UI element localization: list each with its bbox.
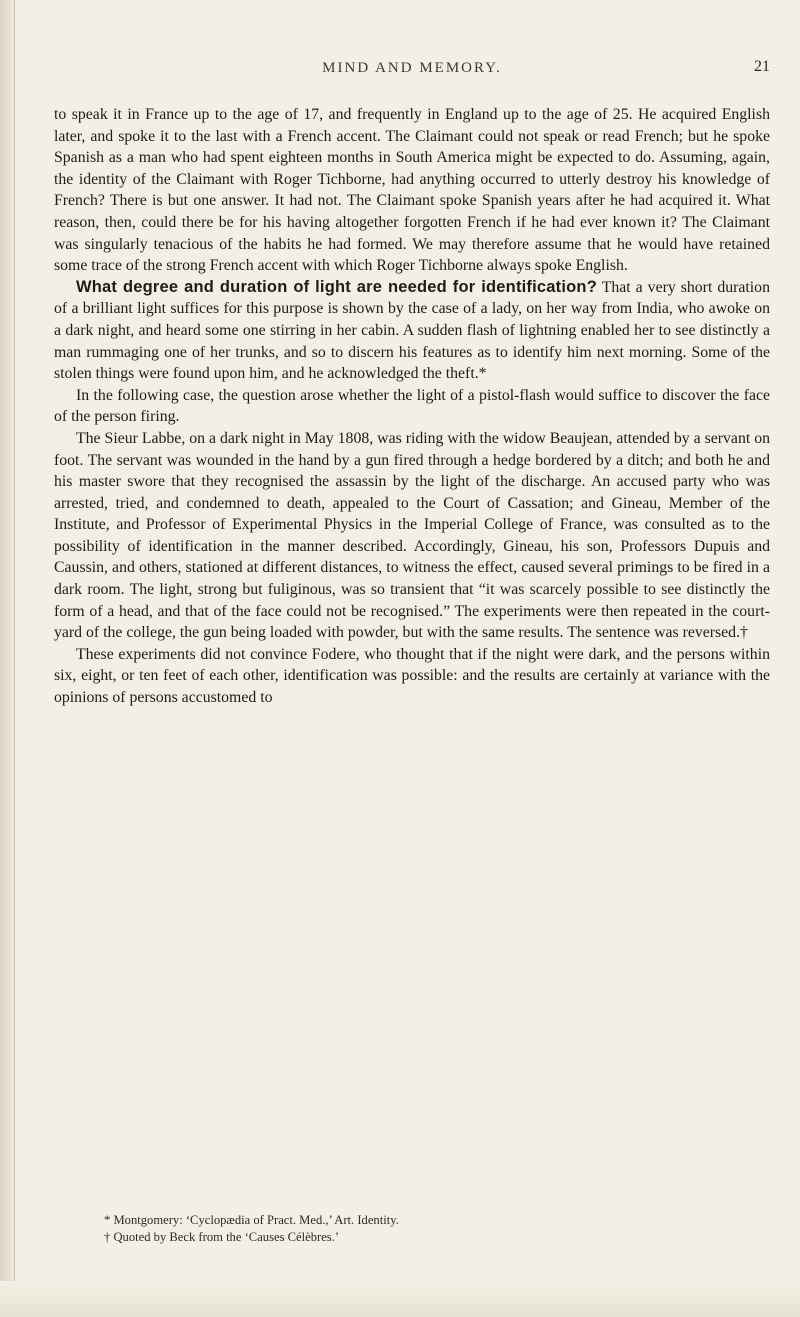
body-text	[54, 104, 770, 709]
section-heading: What degree and duration of light are needed for identification?	[76, 277, 597, 296]
paragraph-2-text: That a very short duration of a brilliant light suffices for this purpose is shown by the case of a lady, on her way from India, who awoke on a dark night, and heard some one stirring in her cabin. A sudden flash of lightning enabled her to see distinctly a man rummaging one of her trunks, and so to discern his features as to identify him next morning. Some of the stolen things were found upon him, and he acknowledged the theft.*	[54, 278, 770, 383]
paragraph-1: to speak it in France up to the age of 17, and frequently in England up to the age of 25. He acquired English later, and spoke it to the last with a French accent. The Claimant could not speak or read French; but he spoke Spanish as a man who had spent eighteen months in South America might be expected to do. Assuming, again, the identity of the Claimant with Roger Tichborne, had anything occurred to utterly destroy his knowledge of French? There is but one answer. It had not. The Claimant spoke Spanish years after he had acquired it. What reason, then, could there be for his having altogether forgotten French if he had ever known it? The Claimant was singularly tenacious of the habits he had formed. We may therefore assume that he would have retained some trace of the strong French accent with which Roger Tichborne always spoke English.	[54, 106, 770, 275]
footnote-2: † Quoted by Beck from the ‘Causes Célèbres.’	[104, 1230, 340, 1244]
page-bottom-shadow	[0, 1281, 800, 1317]
page-header	[54, 60, 770, 86]
paragraph-3: In the following case, the question arose whether the light of a pistol-flash would suffice to discover the face of the person firing.	[54, 386, 770, 426]
running-head: MIND AND MEMORY.	[322, 60, 502, 76]
footnotes	[80, 1212, 770, 1246]
footnote-1: * Montgomery: ‘Cyclopædia of Pract. Med.,’ Art. Identity.	[104, 1213, 399, 1227]
paragraph-4: The Sieur Labbe, on a dark night in May 1808, was riding with the widow Beaujean, attended by a servant on foot. The servant was wounded in the hand by a gun fired through a hedge bordered by a ditch; and both he and his master swore that they recognised the assassin by the light of the discharge. An accused party who was arrested, tried, and condemned to death, appealed to the Court of Cassation; and Gineau, Member of the Institute, and Professor of Experimental Physics in the Imperial College of France, was consulted as to the possibility of identification in the manner described. Accordingly, Gineau, his son, Professors Dupuis and Caussin, and others, stationed at different distances, to witness the effect, caused several primings to be fired in a dark room. The light, strong but fuliginous, was so transient that “it was scarcely possible to see distinctly the form of a head, and that of the face could not be recognised.” The experiments were then repeated in the court-yard of the college, the gun being loaded with powder, but with the same results. The sentence was reversed.†	[54, 429, 770, 642]
paragraph-2	[54, 277, 770, 385]
page-binding-line	[14, 0, 15, 1317]
page-binding-edge	[0, 0, 14, 1317]
paragraph-5: These experiments did not convince Fodere, who thought that if the night were dark, and the persons within six, eight, or ten feet of each other, identification was possible: and the results are certainly at variance with the opinions of persons accustomed to	[54, 645, 770, 707]
page-number: 21	[754, 58, 770, 75]
